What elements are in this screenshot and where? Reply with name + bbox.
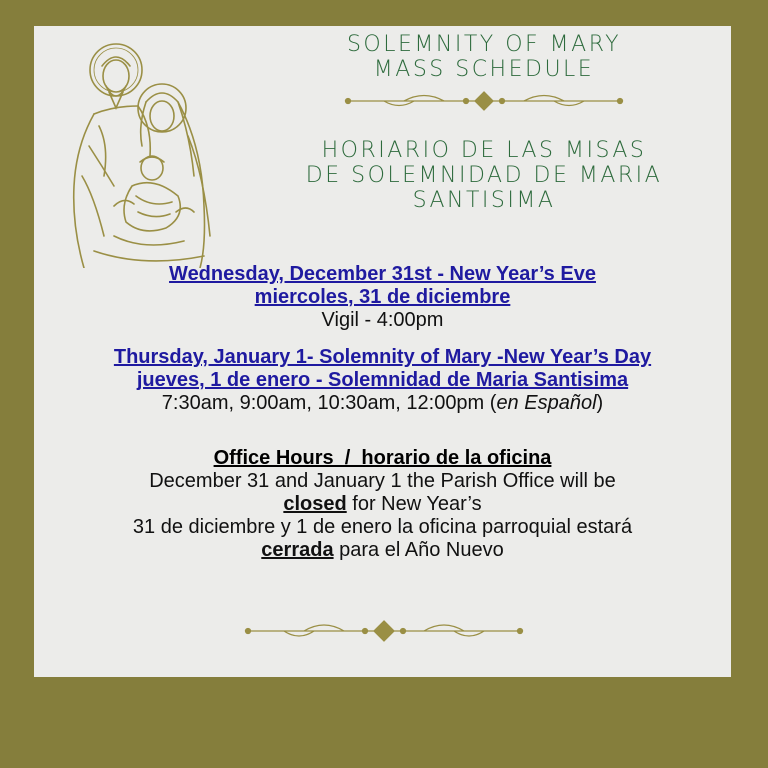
holy-family-illustration-icon (54, 36, 229, 268)
vigil-time: Vigil - 4:00pm (321, 309, 444, 331)
mass-times-text: 7:30am, 9:00am, 10:30am, 12:00pm ( (161, 392, 497, 414)
thursday-heading-link[interactable]: Thursday, January 1- Solemnity of Mary -New Year’s Day (113, 346, 652, 368)
title-english-line-1: SOLEMNITY OF MARY (346, 32, 622, 57)
miercoles-heading-link[interactable]: miercoles, 31 de diciembre (254, 286, 511, 308)
spanish-note: en Español (496, 392, 597, 414)
cerrada-word: cerrada (261, 539, 334, 561)
flyer-card (34, 26, 731, 677)
closed-word: closed (283, 493, 347, 515)
title-english-line-2: MASS SCHEDULE (373, 57, 595, 82)
jueves-heading-link[interactable]: jueves, 1 de enero - Solemnidad de Maria Santisima (136, 369, 629, 391)
bottom-ornamental-flourish-icon (244, 619, 524, 643)
office-line-4-rest: para el Año Nuevo (333, 539, 504, 561)
title-spanish-line-2: DE SOLEMNIDAD DE MARIA (305, 163, 663, 188)
title-spanish-line-3: SANTISIMA (412, 188, 556, 213)
office-line-3: 31 de diciembre y 1 de enero la oficina parroquial estará (132, 516, 633, 538)
title-block (254, 32, 714, 213)
ornamental-flourish-icon (344, 90, 624, 112)
office-line-1: December 31 and January 1 the Parish Office will be (149, 470, 616, 492)
title-spanish-line-1: HORIARIO DE LAS MISAS (321, 138, 647, 163)
office-line-2 (34, 493, 731, 516)
office-line-2-rest: for New Year’s (346, 493, 482, 515)
schedule-content (34, 263, 731, 562)
office-hours-heading: Office Hours / horario de la oficina (213, 447, 552, 469)
office-line-4 (34, 539, 731, 562)
thursday-mass-times (34, 392, 731, 415)
mass-times-close: ) (596, 392, 604, 414)
wednesday-heading-link[interactable]: Wednesday, December 31st - New Year’s Eve (169, 263, 596, 285)
